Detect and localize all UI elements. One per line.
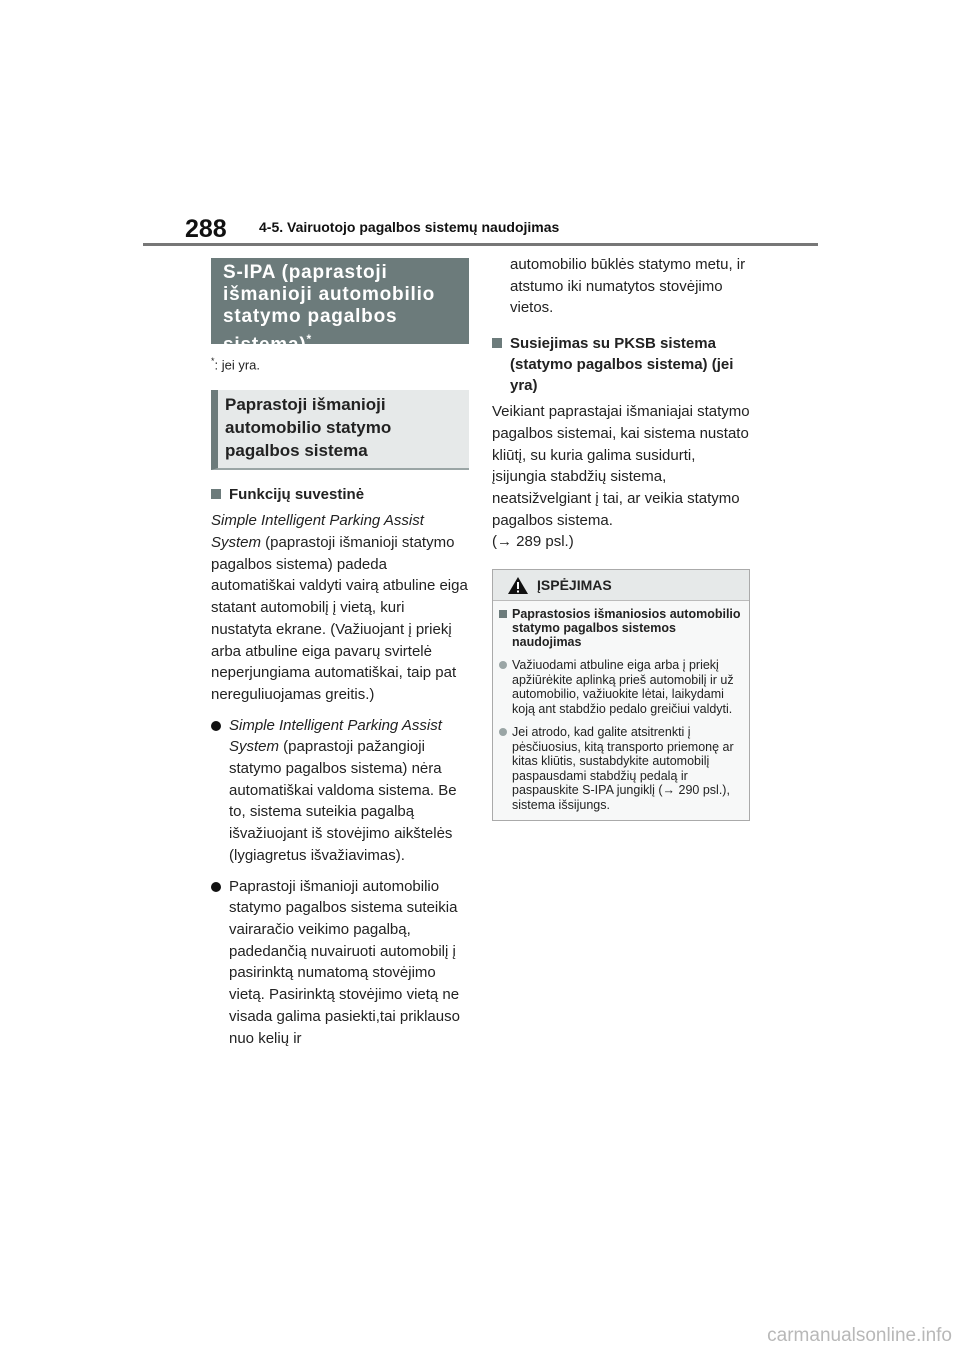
list-item-text: (paprastoji pažangioji statymo pagalbos sistema) nėra automatiškai valdoma sistema. Be to, sistema suteikia pagalbą išvažiuojant iš stovėjimo aikštelės (lygiagretus išvažiavimas).	[229, 738, 457, 864]
footnote-text: : jei yra.	[214, 357, 261, 373]
paragraph-italic: Simple Intelligent Parking Assist System	[211, 512, 424, 552]
warning-label: ĮSPĖJIMAS	[537, 577, 612, 594]
square-bullet-icon	[211, 489, 221, 499]
heading-text: Susiejimas su PKSB sistema (statymo pagalbos sistema) (jei yra)	[510, 335, 734, 395]
warning-header	[493, 570, 749, 601]
section-title-line: S-IPA (paprastoji	[223, 262, 388, 283]
section-title	[211, 258, 469, 356]
header-divider	[143, 243, 818, 246]
list-item-italic: Simple Intelligent Parking Assist System	[229, 716, 442, 756]
bullet-dot-icon	[499, 728, 507, 736]
warning-triangle-icon	[507, 576, 529, 595]
right-column	[492, 254, 750, 821]
bullet-dot-icon	[499, 661, 507, 669]
watermark: carmanualsonline.info	[767, 1325, 952, 1346]
list-item	[211, 876, 469, 1050]
bullet-dot-icon	[211, 882, 221, 892]
warning-item	[499, 658, 743, 716]
warning-item	[499, 725, 743, 812]
warning-content	[493, 601, 749, 820]
section-title-mark: *	[306, 332, 312, 346]
subsection-title-line: Paprastoji išmanioji	[225, 395, 386, 415]
summary-paragraph	[211, 510, 469, 705]
warning-box	[492, 569, 750, 821]
heading-text: Funkcijų suvestinė	[229, 486, 365, 504]
warning-heading-text: Paprastosios išmaniosios automobilio statymo pagalbos sistemos naudojimas	[512, 607, 741, 650]
left-column	[211, 258, 469, 1049]
subsection-title-line: pagalbos sistema	[225, 441, 368, 461]
continuation-text: automobilio būklės statymo metu, ir atstumo iki numatytos stovėjimo vietos.	[510, 256, 746, 317]
list-item	[211, 715, 469, 867]
chapter-title: 4-5. Vairuotojo pagalbos sistemų naudojimas	[259, 219, 560, 235]
page-reference: (→ 289 psl.)	[492, 533, 574, 551]
footnote	[211, 356, 469, 372]
paragraph-text: Veikiant paprastajai išmaniajai statymo pagalbos sistemai, kai sistema nustato kliūtį, su kuria galima susidurti, įsijungia stabdžių sistema, neatsižvelgiant į tai, ar veikia statymo pagalbos sistema.	[492, 403, 750, 529]
list-item-text: Paprastoji išmanioji automobilio statymo pagalbos sistema suteikia vairaračio veikimo pagalbą, padedančią nuvairuoti automobilį į pasirinktą numatomą stovėjimo vietą. Pasirinktą stovėjimo vietą ne visada galima pasiekti,tai priklauso nuo kelių ir	[229, 877, 460, 1047]
warning-heading	[499, 607, 743, 649]
subsection-title	[211, 390, 469, 470]
square-bullet-icon	[499, 610, 507, 618]
square-bullet-icon	[492, 338, 502, 348]
page-number: 288	[185, 215, 227, 243]
warning-item-text: Jei atrodo, kad galite atsitrenkti į pėsčiuosius, kitą transporto priemonę ar kitas kliūtis, sustabdykite automobilį paspausdami stabdžių pedalą ir paspauskite S-IPA jungiklį (→ 290 psl.), sistema išsijungs.	[512, 725, 734, 812]
pksb-paragraph	[492, 401, 750, 553]
subsection-title-line: automobilio statymo	[225, 418, 392, 438]
section-title-line: išmanioji automobilio	[223, 284, 436, 305]
function-summary-heading	[211, 484, 469, 505]
bullet-dot-icon	[211, 721, 221, 731]
footnote-mark: *	[211, 356, 215, 366]
section-title-line: statymo pagalbos	[223, 306, 398, 327]
paragraph-text: (paprastoji išmanioji statymo pagalbos sistema) padeda automatiškai valdyti vairą atbuline eiga statant automobilį į vietą, kuri nustatyta ekrane. (Važiuojant į priekį arba atbuline eiga pavarų svirtelė neperjungiama automatiškai, taip pat nereguliuojamas greitis.)	[211, 534, 468, 703]
section-title-line: sistema)	[223, 334, 307, 356]
pksb-heading	[492, 333, 750, 396]
warning-item-text: Važiuodami atbuline eiga arba į priekį apžiūrėkite aplinką prieš automobilį ir už automobilio, važiuokite lėtai, laikydami koją ant stabdžio pedalo greičiui valdyti.	[512, 658, 734, 716]
